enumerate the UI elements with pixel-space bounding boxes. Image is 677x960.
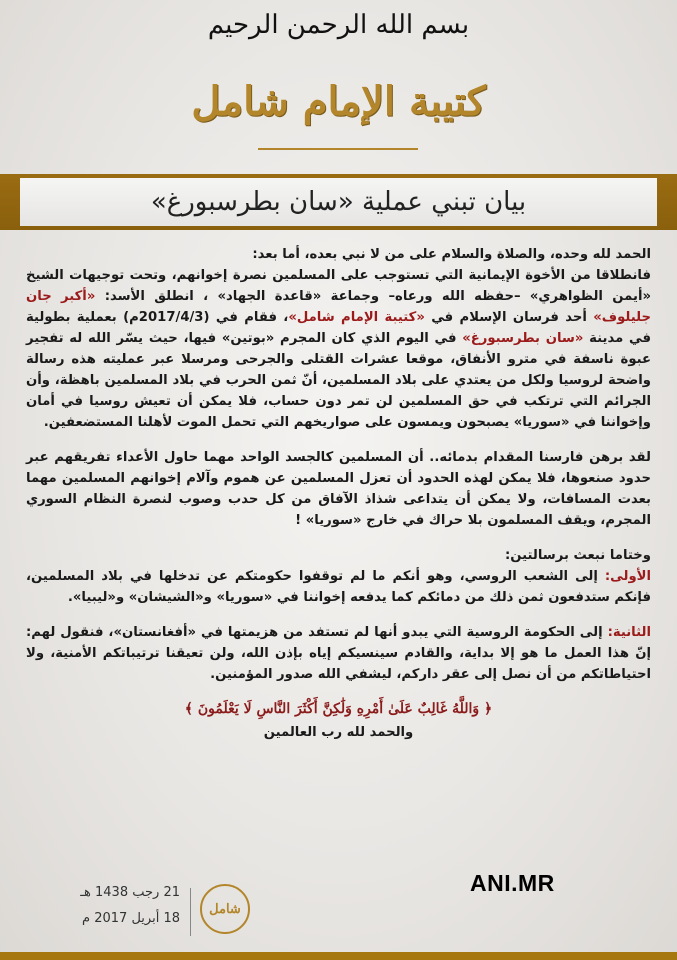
bottom-bar bbox=[0, 952, 677, 960]
title-banner-inner bbox=[20, 178, 657, 226]
logo-underline bbox=[258, 148, 418, 150]
highlight-group-name: «كتيبة الإمام شامل» bbox=[288, 310, 425, 325]
message-second bbox=[26, 622, 651, 685]
footer-divider bbox=[190, 888, 191, 936]
paragraph-operation-text-2: أحد فرسان الإسلام في bbox=[424, 310, 594, 325]
paragraph-operation-text-3: ، فقام في (2017/4/3م) بعملية بطولية في مدينة bbox=[26, 310, 651, 346]
paragraph-operation bbox=[26, 265, 651, 433]
paragraph-operation-text-4: في اليوم الذي كان المجرم «بوتين» فيها، حيث يسّر الله له تفجير عبوة ناسفة في مترو الأنفاق، موقعا عشرات القتلى والجرحى ومرسلا عبر عمليته هذه رسالة واضحة لروسيا ولكل من يعتدي على بلاد المسلمين، أنّ ثمن الحرب في بلاد المسلمين باهظة، وأن الجرائم التي ترتكب في حق المسلمين لن تمر دون حساب، فلا يمكن أن تعيش روسيا في أمان وإخواننا في «سوريا» يصبحون ويمسون على صواريخهم التي تحمل الموت لأهلنا المستضعفين. bbox=[26, 331, 651, 430]
message-first-label: الأولى: bbox=[604, 569, 651, 584]
highlight-city-name: «سان بطرسبورغ» bbox=[462, 331, 584, 346]
paragraph-unity: لقد برهن فارسنا المقدام بدمائه.. أن المسلمين كالجسد الواحد مهما حاول الأعداء تفريقهم عبر حدود صنعوها، فلا يمكن لهذه الحدود أن تعزل المسلمين عن هموم وآلام إخوانهم المسلمين مهما بعدت المسافات، ولا يمكن أن يتداعى شذاذ الآفاق من كل حدب وصوب لنصرة النظام السوري المجرم، ويقف المسلمون بلا حراك في خارج «سوريا» ! bbox=[26, 450, 651, 528]
watermark-label: ANI.MR bbox=[470, 870, 555, 896]
statement-body bbox=[26, 244, 651, 743]
page-title: بيان تبني عملية «سان بطرسبورغ» bbox=[150, 187, 527, 217]
paragraph-operation-text-1: فانطلاقا من الأخوة الإيمانية التي تستوجب على المسلمين نصرة إخوانهم، وتحت توجيهات الشيخ «أيمن الظواهري» –حفظه الله ورعاه– وجماعة «قاعدة الجهاد» ، انطلق الأسد: bbox=[26, 268, 651, 304]
gregorian-date: 18 أبريل 2017 م bbox=[82, 911, 180, 926]
paragraph-closing-intro: وختاما نبعث برسالتين: bbox=[504, 548, 651, 563]
basmala-heading: بسم الله الرحمن الرحيم bbox=[207, 10, 470, 40]
group-seal-icon: شامل bbox=[200, 884, 250, 934]
message-second-label: الثانية: bbox=[607, 625, 651, 640]
group-logo: كتيبة الإمام شامل bbox=[191, 78, 486, 125]
highlight-attacker-name: «أكبر جان جليلوف» bbox=[26, 289, 652, 325]
title-banner bbox=[0, 174, 677, 230]
closing-line: والحمد لله رب العالمين bbox=[263, 725, 414, 740]
message-second-text: إلى الحكومة الروسية التي يبدو أنها لم تستفد من هزيمتها في «أفغانستان»، فنقول لهم: إنّ هذا العمل ما هو إلا بداية، والقادم سينسيكم إياه بإذن الله، ولن تعيقنا ترتيباتكم الأمنية، ولا احتياطاتكم من أن نصل إلى عقر داركم، ليشفي الله صدور المؤمنين. bbox=[26, 625, 651, 682]
footer-dates bbox=[60, 880, 180, 932]
opening-line: الحمد لله وحده، والصلاة والسلام على من لا نبي بعده، أما بعد: bbox=[252, 247, 651, 262]
quran-verse: ﴿ وَاللَّهُ غَالِبٌ عَلَىٰ أَمْرِهِ وَلَٰكِنَّ أَكْثَرَ النَّاسِ لَا يَعْلَمُونَ ﴾ bbox=[184, 701, 493, 717]
message-first-text: إلى الشعب الروسي، وهو أنكم ما لم توقفوا حكومتكم عن تدخلها في بلاد المسلمين، فإنكم ستدفعون ثمن ذلك من دمائكم كما يدفعه إخواننا في «سوريا» و«الشيشان» و«ليبيا». bbox=[26, 569, 651, 605]
message-first bbox=[26, 566, 651, 608]
hijri-date: 21 رجب 1438 هـ bbox=[80, 885, 180, 900]
